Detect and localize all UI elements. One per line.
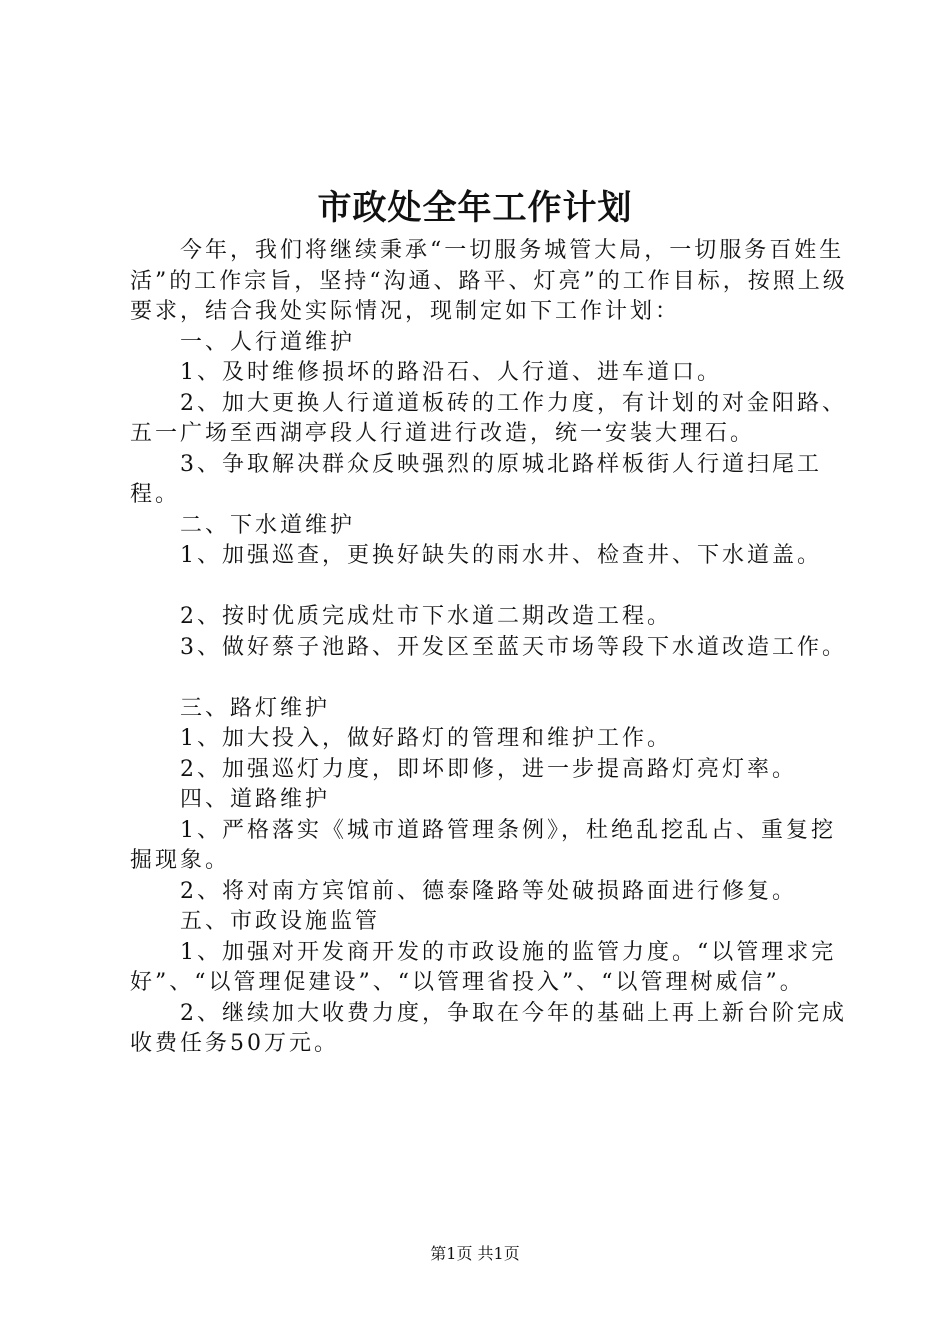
section-heading-streetlight: 三、路灯维护 xyxy=(180,695,331,721)
section-heading-sidewalk: 一、人行道维护 xyxy=(180,329,356,355)
blank-line xyxy=(130,572,850,603)
list-item: 1、加强对开发商开发的市政设施的监管力度。“以管理求完好”、“以管理促建设”、“以管理省投入”、“以管理树威信”。 xyxy=(130,939,837,995)
page-footer: 第1页 共1页 xyxy=(430,1244,520,1263)
section-heading-sewer: 二、下水道维护 xyxy=(180,512,356,538)
list-item: 2、按时优质完成灶市下水道二期改造工程。 xyxy=(180,604,672,629)
list-item: 1、及时维修损坏的路沿石、人行道、进车道口。 xyxy=(180,360,722,385)
intro-paragraph: 今年，我们将继续秉承“一切服务城管大局，一切服务百姓生活”的工作宗旨，坚持“沟通、路平、灯亮”的工作目标，按照上级要求，结合我处实际情况，现制定如下工作计划： xyxy=(130,238,848,324)
list-item: 2、加大更换人行道道板砖的工作力度，有计划的对金阳路、五一广场至西湖亭段人行道进行改造，统一安装大理石。 xyxy=(130,390,847,446)
list-item: 3、做好蔡子池路、开发区至蓝天市场等段下水道改造工作。 xyxy=(180,634,847,660)
list-item: 2、加强巡灯力度，即坏即修，进一步提高路灯亮灯率。 xyxy=(180,756,797,782)
document-body xyxy=(130,236,850,1060)
list-item: 2、将对南方宾馆前、德泰隆路等处破损路面进行修复。 xyxy=(180,878,797,904)
section-heading-road: 四、道路维护 xyxy=(180,787,331,812)
list-item: 3、争取解决群众反映强烈的原城北路样板街人行道扫尾工程。 xyxy=(130,451,822,507)
list-item: 1、严格落实《城市道路管理条例》，杜绝乱挖乱占、重复挖掘现象。 xyxy=(130,817,836,873)
document-title: 市政处全年工作计划 xyxy=(317,188,633,228)
list-item: 1、加大投入，做好路灯的管理和维护工作。 xyxy=(180,726,672,751)
blank-line xyxy=(130,663,850,694)
list-item: 1、加强巡查，更换好缺失的雨水井、检查井、下水道盖。 xyxy=(180,543,822,568)
section-heading-facility-supervision: 五、市政设施监管 xyxy=(180,909,381,934)
list-item: 2、继续加大收费力度，争取在今年的基础上再上新台阶完成收费任务50万元。 xyxy=(130,1000,847,1056)
